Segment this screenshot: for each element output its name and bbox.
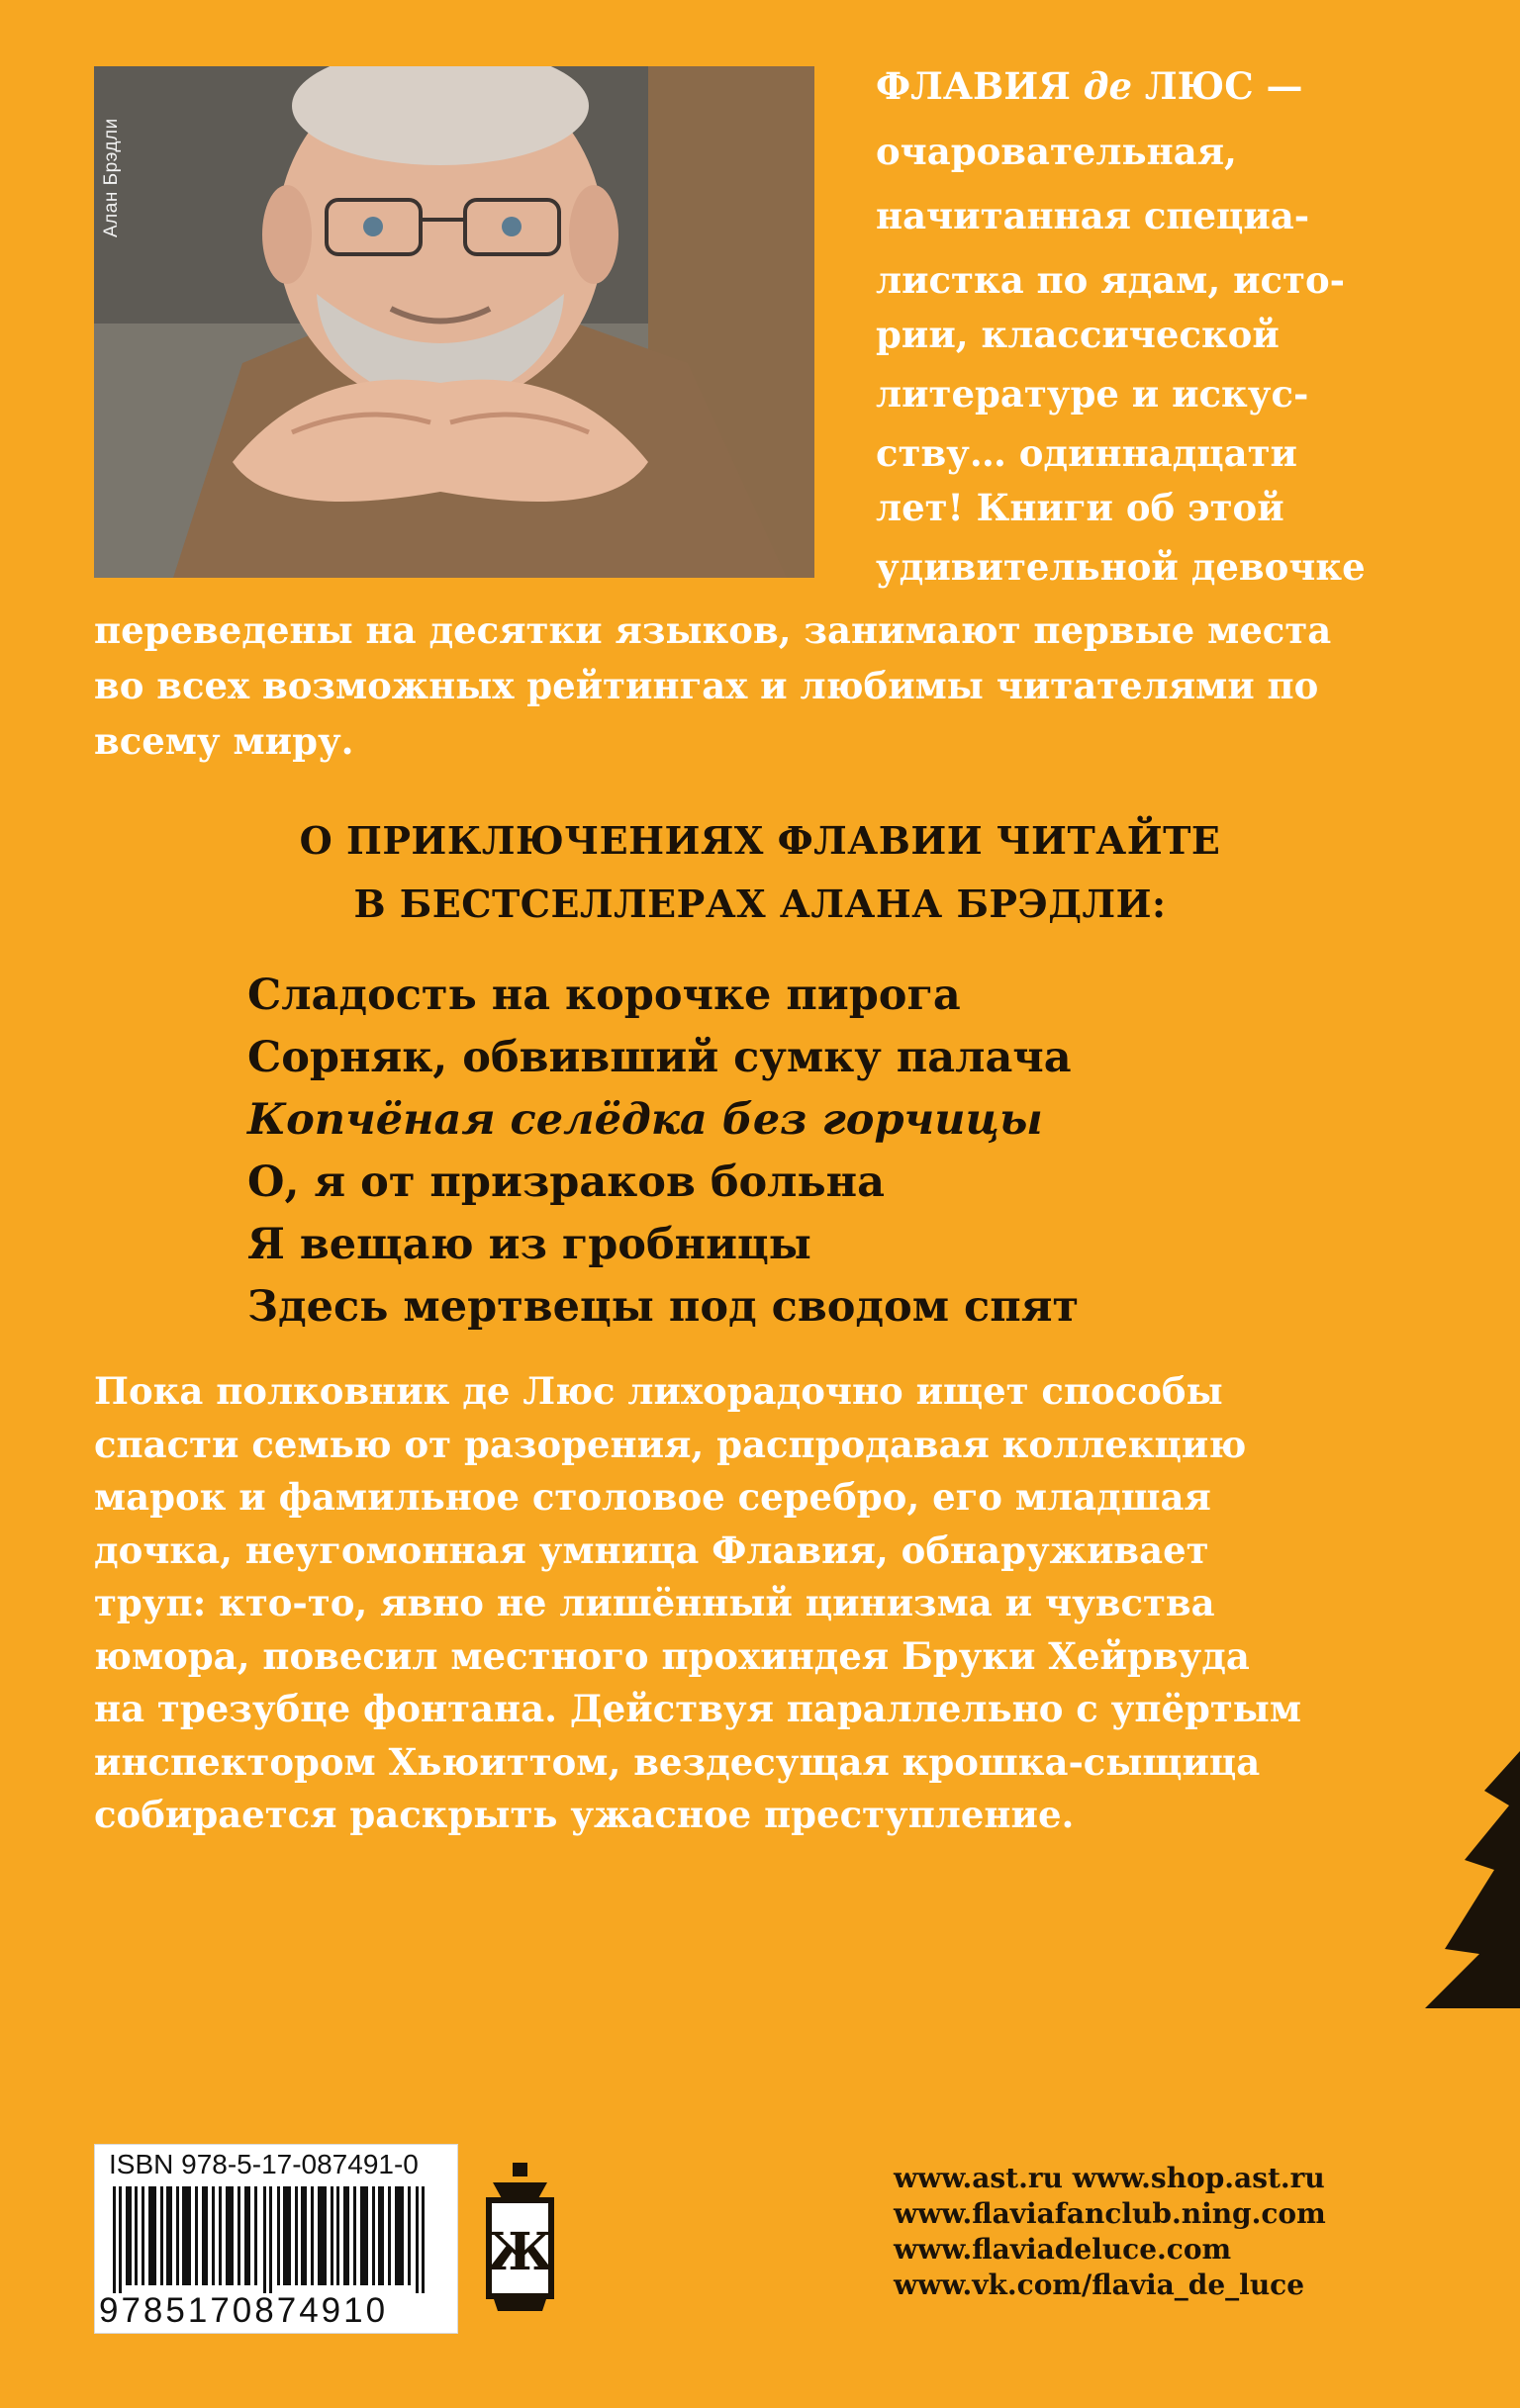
book-title: Здесь мертвецы под сводом спят	[247, 1282, 1080, 1332]
author-photo	[94, 66, 814, 578]
publisher-links	[894, 2161, 1326, 2303]
intro-line: лет! Книги об этой	[876, 486, 1284, 529]
barcode	[94, 2144, 458, 2334]
link-ast[interactable]: www.ast.ru www.shop.ast.ru	[894, 2162, 1325, 2194]
intro-line: листка по ядам, исто-	[876, 258, 1346, 302]
description-line: марок и фамильное столовое серебро, его младшая	[94, 1475, 1211, 1519]
isbn-text: ISBN 978-5-17-087491-0	[109, 2149, 419, 2179]
bird-silhouette-icon	[1425, 1751, 1520, 2008]
series-heading-line1: О ПРИКЛЮЧЕНИЯХ ФЛАВИИ ЧИТАЙТЕ	[299, 818, 1221, 863]
photo-credit: Алан Брэдли	[101, 118, 122, 237]
intro-heading	[876, 61, 1303, 111]
intro-full-line: переведены на десятки языков, занимают первые места	[94, 608, 1332, 652]
publisher-lantern-logo-icon	[483, 2163, 557, 2316]
intro-line: начитанная специа-	[876, 194, 1310, 237]
book-title: Я вещаю из гробницы	[247, 1220, 811, 1269]
description-line: дочка, неугомонная умница Флавия, обнаруживает	[94, 1528, 1209, 1572]
intro-line: рии, классической	[876, 313, 1280, 356]
description-line: собирается раскрыть ужасное преступление.	[94, 1793, 1075, 1836]
intro-line: литературе и искус-	[876, 372, 1309, 416]
book-title: О, я от призраков больна	[247, 1158, 886, 1207]
author-portrait-illustration	[94, 66, 814, 578]
description-line: спасти семью от разорения, распродавая коллекцию	[94, 1422, 1247, 1466]
description-line: инспектором Хьюиттом, вездесущая крошка-сыщица	[94, 1739, 1261, 1784]
link-vk[interactable]: www.vk.com/flavia_de_luce	[894, 2269, 1305, 2301]
ean-number: 9785170874910	[99, 2291, 389, 2330]
description-line: юмора, повесил местного прохиндея Бруки Хейрвуда	[94, 1633, 1250, 1678]
intro-full-line: всему миру.	[94, 719, 354, 763]
series-heading-line2: В БЕСТСЕЛЛЕРАХ АЛАНА БРЭДЛИ:	[353, 881, 1167, 926]
description-line: труп: кто-то, явно не лишённый цинизма и чувства	[94, 1581, 1215, 1624]
intro-line: очаровательная,	[876, 130, 1237, 173]
barcode-bars-icon	[113, 2186, 439, 2293]
intro-name-last: ЛЮС —	[1144, 64, 1303, 108]
book-list	[247, 965, 1079, 1339]
description-line: на трезубце фонтана. Действуя параллельно с упёртым	[94, 1687, 1302, 1730]
svg-text:Ж: Ж	[486, 2222, 554, 2282]
intro-name-upper: ФЛАВИЯ	[876, 64, 1071, 108]
book-title: Сладость на корочке пирога	[247, 971, 961, 1020]
book-title-current: Копчёная селёдка без горчицы	[247, 1095, 1043, 1145]
intro-full-line: во всех возможных рейтингах и любимы читателями по	[94, 664, 1319, 707]
description-line: Пока полковник де Люс лихорадочно ищет способы	[94, 1369, 1223, 1413]
book-title: Сорняк, обвивший сумку палача	[247, 1033, 1072, 1082]
intro-name-particle: де	[1083, 64, 1132, 108]
link-fanclub[interactable]: www.flaviafanclub.ning.com	[894, 2197, 1326, 2230]
book-description	[94, 1365, 1420, 1842]
intro-line: ству… одиннадцати	[876, 431, 1297, 475]
link-flaviadeluce[interactable]: www.flaviadeluce.com	[894, 2233, 1232, 2266]
intro-line: удивительной девочке	[876, 545, 1366, 589]
